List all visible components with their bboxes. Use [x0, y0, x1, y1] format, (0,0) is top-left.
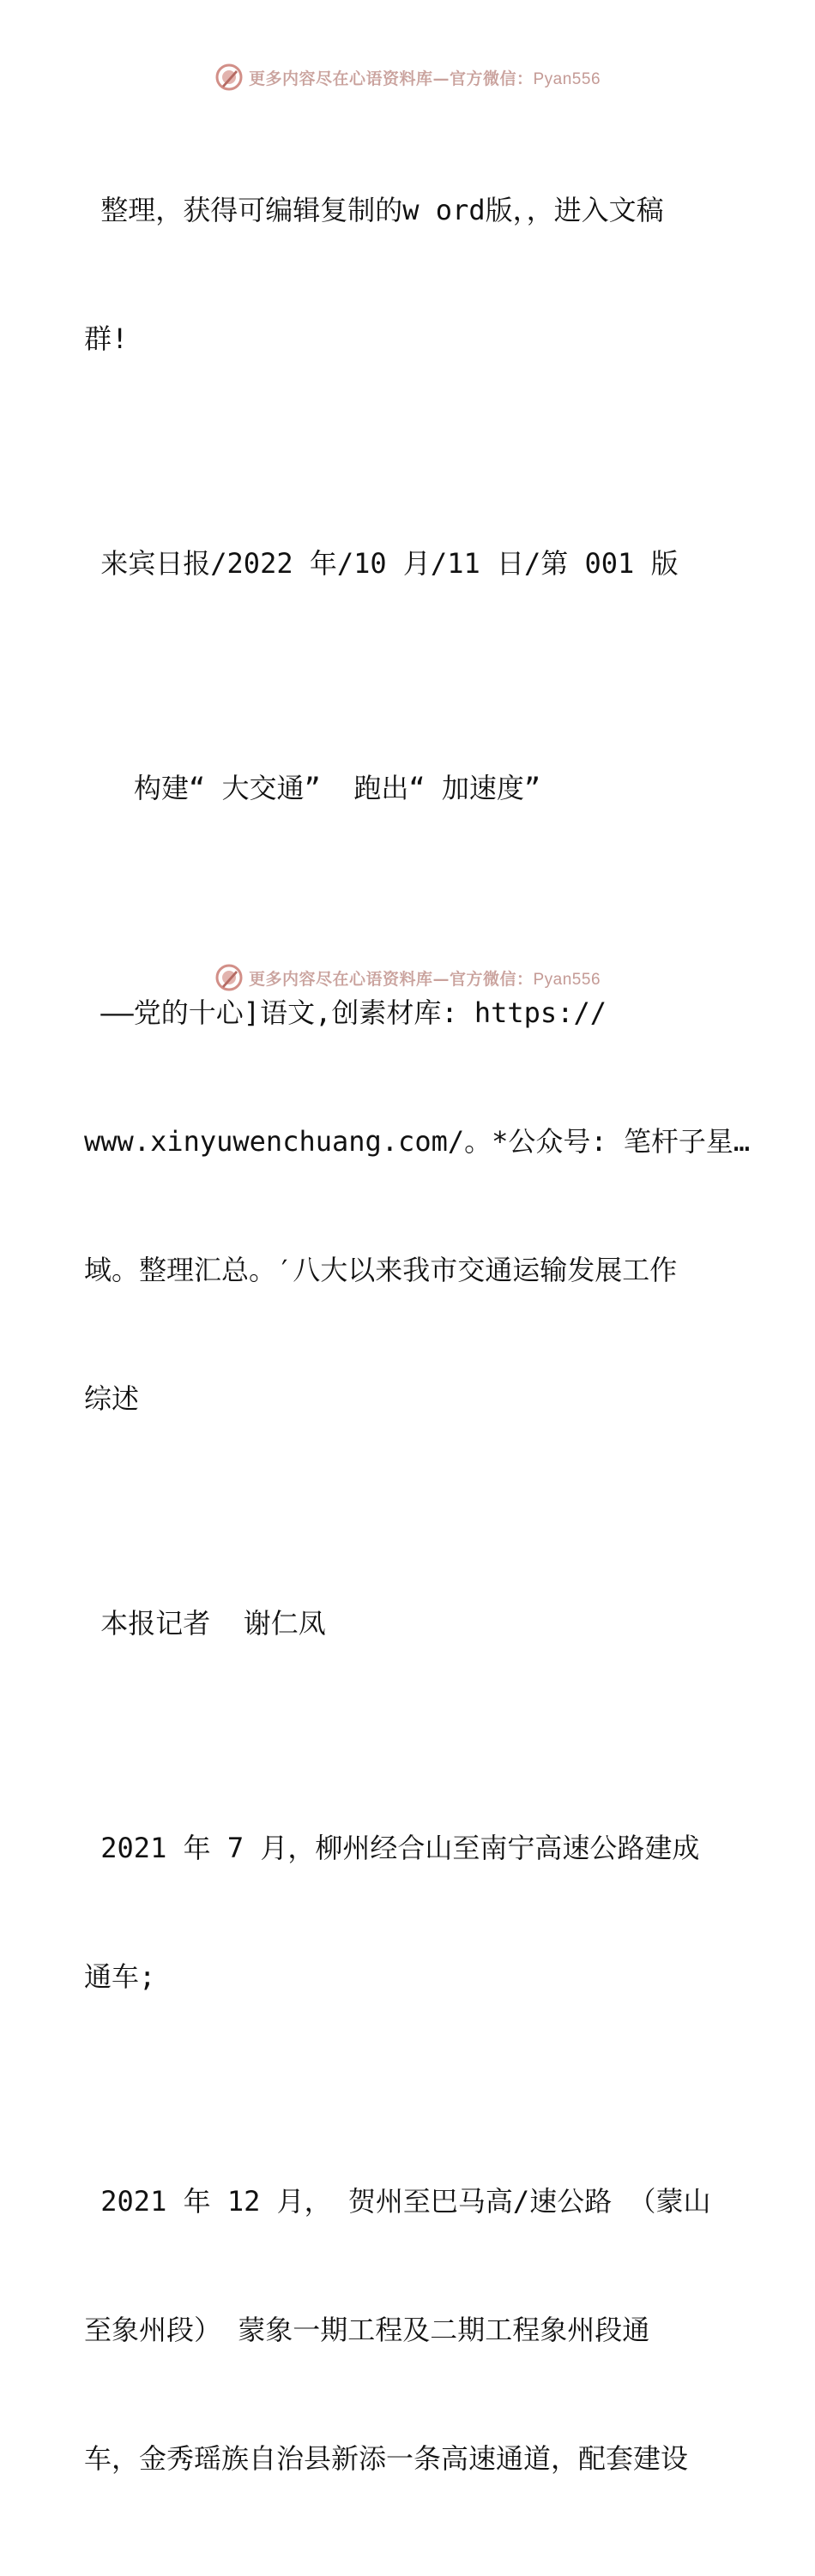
header-watermark [0, 60, 815, 94]
text-line: 综述 [84, 1382, 140, 1415]
text-line: 2021 年 7 月，柳州经合山至南宁高速公路建成 [84, 1832, 700, 1864]
text-line: 至象州段） 蒙象一期工程及二期工程象州段通 [84, 2314, 650, 2346]
pen-seal-icon [214, 63, 244, 92]
text-line: www.xinyuwenchuang.com/。*公众号: 笔杆子星… [84, 1125, 751, 1158]
article-title [84, 681, 736, 895]
intro-paragraph [84, 103, 736, 446]
pen-seal-icon [214, 963, 244, 992]
watermark-text: 更多内容尽在心语资料库—官方微信：Pyan556 [248, 969, 601, 989]
text-line: 本报记者 谢仁凤 [84, 1607, 326, 1640]
text-line: 2021 年 12 月， 贺州至巴马高/速公路 （蒙山 [84, 2185, 711, 2218]
text-line: 车，金秀瑶族自治县新添一条高速通道，配套建设 [84, 2442, 689, 2475]
text-line: 整理，获得可编辑复制的w ord版，，进入文稿 [84, 194, 664, 226]
text-line: 来宾日报/2022 年/10 月/11 日/第 001 版 [84, 547, 679, 580]
text-line: 域。整理汇总。′八大以来我市交通运输发展工作 [84, 1254, 678, 1286]
document-body [84, 103, 751, 2576]
text-line: 构建“ 大交通” 跑出“ 加速度” [134, 772, 541, 804]
body-paragraph [84, 2094, 736, 2566]
body-paragraph [84, 1741, 736, 2084]
text-line: ——党的十心]语文,创素材库: https:// [84, 996, 607, 1029]
watermark-text: 更多内容尽在心语资料库—官方微信：Pyan556 [248, 69, 601, 88]
text-line: 通车; [84, 1960, 156, 1993]
source-line [84, 456, 736, 671]
text-line: 群! [84, 322, 129, 355]
article-subtitle [84, 906, 751, 1506]
footer-watermark [0, 960, 815, 995]
byline [84, 1516, 736, 1730]
